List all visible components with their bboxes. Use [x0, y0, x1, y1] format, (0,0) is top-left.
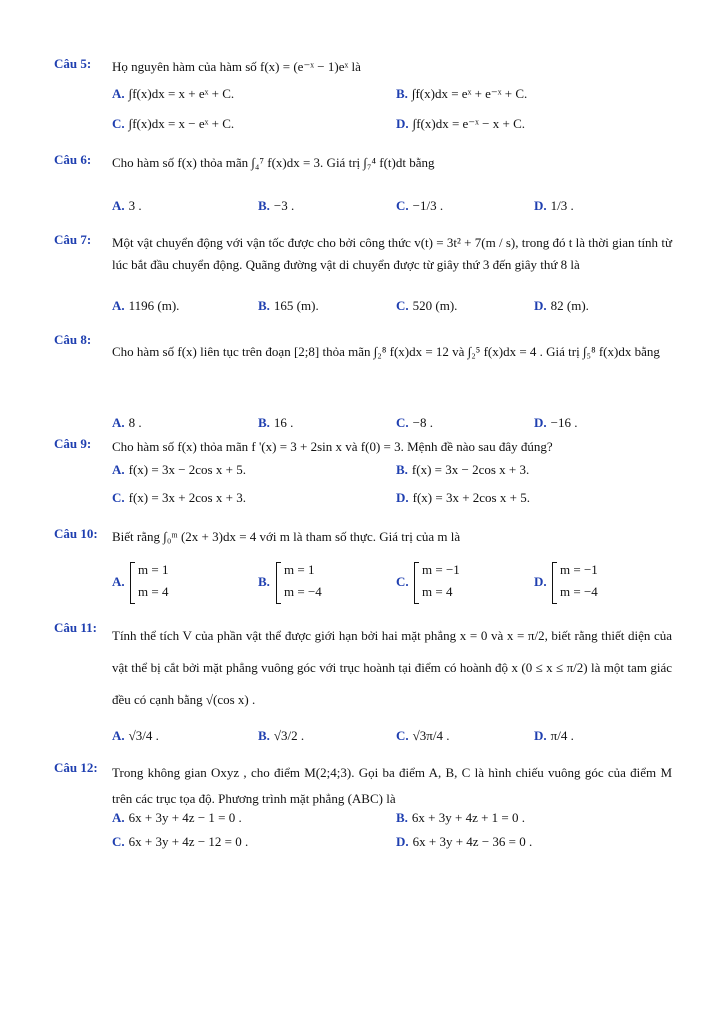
option-c: C. −1/3 .	[396, 198, 444, 213]
question-label: Câu 7:	[54, 232, 92, 247]
option-c: C. −8 .	[396, 415, 433, 430]
question-text: Biết rằng ∫₀ᵐ (2x + 3)dx = 4 với m là tham số thực. Giá trị của m là	[112, 529, 461, 544]
option-d: D. 1/3 .	[534, 198, 574, 213]
question-text: Tính thể tích V của phần vật thể được giới hạn bởi hai mặt phẳng x = 0 và x = π/2, biết rằng thiết diện của vật thể bị cắt bởi mặt phẳng vuông góc với trục hoành tại điểm có hoành độ x (0 ≤ x ≤ π/2) là một tam giác đều có cạnh bằng √(cos x) .	[112, 628, 672, 707]
option-a: A. 1196 (m).	[112, 298, 180, 313]
option-c: C. ∫f(x)dx = x − eˣ + C.	[112, 116, 235, 131]
option-a: A. 8 .	[112, 415, 142, 430]
option-d: D. 6x + 3y + 4z − 36 = 0 .	[396, 834, 533, 849]
option-b: B. 6x + 3y + 4z + 1 = 0 .	[396, 810, 526, 825]
question-text: Họ nguyên hàm của hàm số f(x) = (e⁻ˣ − 1)eˣ là	[112, 59, 361, 74]
option-a: A. √3/4 .	[112, 728, 159, 743]
option-a: A. ∫f(x)dx = x + eˣ + C.	[112, 86, 235, 101]
option-b: B. 165 (m).	[258, 298, 319, 313]
question-text: Cho hàm số f(x) thỏa mãn f '(x) = 3 + 2sin x và f(0) = 3. Mệnh đề nào sau đây đúng?	[112, 439, 553, 454]
question-text: Trong không gian Oxyz , cho điểm M(2;4;3). Gọi ba điểm A, B, C là hình chiếu vuông góc của điểm M trên các trục tọa độ. Phương trình mặt phẳng (ABC) là	[112, 765, 672, 806]
question-label: Câu 9:	[54, 436, 92, 451]
question-label: Câu 11:	[54, 620, 97, 635]
option-b: B. 16 .	[258, 415, 294, 430]
option-c: C. 520 (m).	[396, 298, 458, 313]
exam-page: Câu 5: Họ nguyên hàm của hàm số f(x) = (e⁻ˣ − 1)eˣ là A. ∫f(x)dx = x + eˣ + C. B. ∫f(x)dx = eˣ + e⁻ˣ + C. C. ∫f(x)dx = x − eˣ + C. D. ∫f(x)dx = e⁻ˣ − x + C. Câu 6: Cho hàm số f(x) thỏa mãn ∫₄⁷ f(x)dx = 3. Giá trị ∫₇⁴ f(t)dt bằng A. 3 . B. −3 . C. −1/3 . D. 1/3 . Câu 7: Một vật chuyển động với vận tốc được cho bởi công thức v(t) = 3t² + 7(m / s), trong đó t là thời gian tính từ lúc bắt đầu chuyển động. Quãng đường vật di chuyển được từ giây thứ 3 đến giây thứ 8 là A. 1196 (m). B. 165 (m). C. 520 (m). D. 82 (m). Câu 8: Cho hàm số f(x) liên tục trên đoạn [2;8] thỏa mãn ∫₂⁸ f(x)dx = 12 và ∫₂⁵ f(x)dx = 4 . Giá trị ∫₅⁸ f(x)dx bằng A. 8 . B. 16 . C. −8 . D. −16 . Câu 9: Cho hàm số f(x) thỏa mãn f '(x) = 3 + 2sin x và f(0) = 3. Mệnh đề nào sau đây đúng? A. f(x) = 3x − 2cos x + 5. B. f(x) = 3x − 2cos x + 3. C. f(x) = 3x + 2cos x + 3. D. f(x) = 3x + 2cos x + 5. Câu 10: Biết rằng ∫₀ᵐ (2x + 3)dx = 4 với m là tham số thực. Giá trị của m là A. m = 1 m = 4 B. m = 1 m = −4 C. m = −1 m = 4 D. m = −1 m = −4 Câu 11: Tính thể tích V của phần vật thể được giới hạn bởi hai mặt phẳng x = 0 và x = π/2, biết rằng thiết diện của vật thể bị cắt bởi mặt phẳng vuông góc với trục hoành tại điểm có hoành độ x (0 ≤ x ≤ π/2) là một tam giác đều có cạnh bằng √(cos x) . A. √3/4 . B. √3/2 . C. √3π/4 . D. π/4 . Câu 12: Trong không gian Oxyz , cho điểm M(2;4;3). Gọi ba điểm A, B, C là hình chiếu vuông góc của điểm M trên các trục tọa độ. Phương trình mặt phẳng (ABC) là A. 6x + 3y + 4z − 1 = 0 . B. 6x + 3y + 4z + 1 = 0 . C. 6x + 3y + 4z − 12 = 0 . D. 6x + 3y + 4z − 36 = 0 .	[54, 56, 672, 849]
option-d: D. 82 (m).	[534, 298, 589, 313]
question-label: Câu 5:	[54, 56, 92, 71]
question-label: Câu 6:	[54, 152, 92, 167]
option-b: B. f(x) = 3x − 2cos x + 3.	[396, 462, 530, 477]
option-a: A. 6x + 3y + 4z − 1 = 0 .	[112, 810, 242, 825]
question-text: Một vật chuyển động với vận tốc được cho bởi công thức v(t) = 3t² + 7(m / s), trong đó t là thời gian tính từ lúc bắt đầu chuyển động. Quãng đường vật di chuyển được từ giây thứ 3 đến giây thứ 8 là	[112, 235, 672, 272]
option-c: C. √3π/4 .	[396, 728, 450, 743]
option-d: D. −16 .	[534, 415, 578, 430]
option-b: B. √3/2 .	[258, 728, 305, 743]
question-text: Cho hàm số f(x) thỏa mãn ∫₄⁷ f(x)dx = 3. Giá trị ∫₇⁴ f(t)dt bằng	[112, 155, 435, 170]
option-b: B. ∫f(x)dx = eˣ + e⁻ˣ + C.	[396, 86, 528, 101]
option-c: C. 6x + 3y + 4z − 12 = 0 .	[112, 834, 249, 849]
question-label: Câu 8:	[54, 332, 92, 347]
question-label: Câu 10:	[54, 526, 98, 541]
option-c: C. f(x) = 3x + 2cos x + 3.	[112, 490, 246, 505]
option-a: A. 3 .	[112, 198, 142, 213]
question-text: Cho hàm số f(x) liên tục trên đoạn [2;8] thỏa mãn ∫₂⁸ f(x)dx = 12 và ∫₂⁵ f(x)dx = 4 . Giá trị ∫₅⁸ f(x)dx bằng	[112, 344, 660, 359]
option-d: D. f(x) = 3x + 2cos x + 5.	[396, 490, 530, 505]
option-b: B. −3 .	[258, 198, 295, 213]
option-d: D. π/4 .	[534, 728, 574, 743]
option-d: D. ∫f(x)dx = e⁻ˣ − x + C.	[396, 116, 525, 131]
option-a: A. f(x) = 3x − 2cos x + 5.	[112, 462, 246, 477]
question-label: Câu 12:	[54, 760, 98, 775]
